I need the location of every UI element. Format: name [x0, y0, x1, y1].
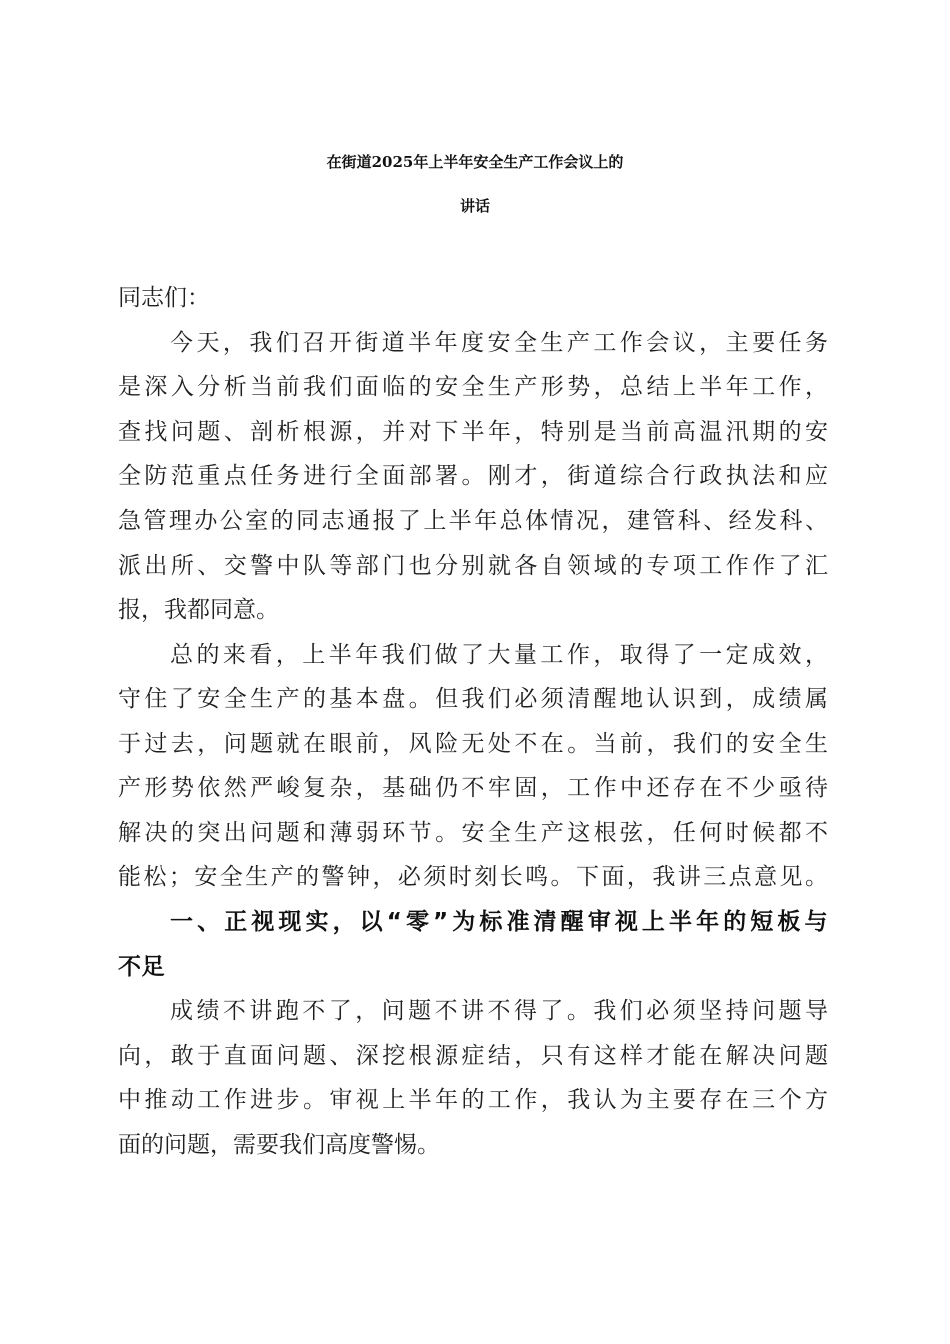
salutation: 同志们： [118, 285, 210, 311]
paragraph-3-line: 中推动工作进步。审视上半年的工作，我认为主要存在三个方 [118, 1087, 828, 1113]
paragraph-1-line: 派出所、交警中队等部门也分别就各自领域的专项工作作了汇 [118, 553, 828, 579]
paragraph-3-line: 面的问题，需要我们高度警惕。 [118, 1132, 440, 1158]
paragraph-2-line: 产形势依然严峻复杂，基础仍不牢固，工作中还存在不少亟待 [118, 775, 828, 801]
paragraph-1-line: 查找问题、剖析根源，并对下半年，特别是当前高温汛期的安 [118, 419, 828, 445]
document-title-line-1: 在街道2025年上半年安全生产工作会议上的 [326, 153, 624, 171]
paragraph-3-line: 向，敢于直面问题、深挖根源症结，只有这样才能在解决问题 [118, 1043, 828, 1069]
paragraph-1-line: 报，我都同意。 [118, 597, 279, 623]
paragraph-2-line: 于过去，问题就在眼前，风险无处不在。当前，我们的安全生 [118, 731, 828, 757]
paragraph-1-line: 急管理办公室的同志通报了上半年总体情况，建管科、经发科、 [118, 508, 828, 534]
paragraph-2-line: 解决的突出问题和薄弱环节。安全生产这根弦，任何时候都不 [118, 820, 828, 846]
paragraph-1-line: 全防范重点任务进行全面部署。刚才，街道综合行政执法和应 [118, 463, 828, 489]
paragraph-2-line: 能松；安全生产的警钟，必须时刻长鸣。下面，我讲三点意见。 [118, 864, 828, 890]
section-heading-line-1: 一、正视现实，以“零”为标准清醒审视上半年的短板与 [170, 909, 828, 935]
section-heading-line-2: 不足 [118, 954, 165, 980]
paragraph-2-line: 总的来看，上半年我们做了大量工作，取得了一定成效， [170, 642, 828, 668]
document-title-line-2: 讲话 [459, 197, 490, 215]
paragraph-1-line: 今天，我们召开街道半年度安全生产工作会议，主要任务 [170, 330, 828, 356]
paragraph-3-line: 成绩不讲跑不了，问题不讲不得了。我们必须坚持问题导 [170, 998, 828, 1024]
paragraph-2-line: 守住了安全生产的基本盘。但我们必须清醒地认识到，成绩属 [118, 686, 828, 712]
paragraph-1-line: 是深入分析当前我们面临的安全生产形势，总结上半年工作， [118, 374, 828, 400]
